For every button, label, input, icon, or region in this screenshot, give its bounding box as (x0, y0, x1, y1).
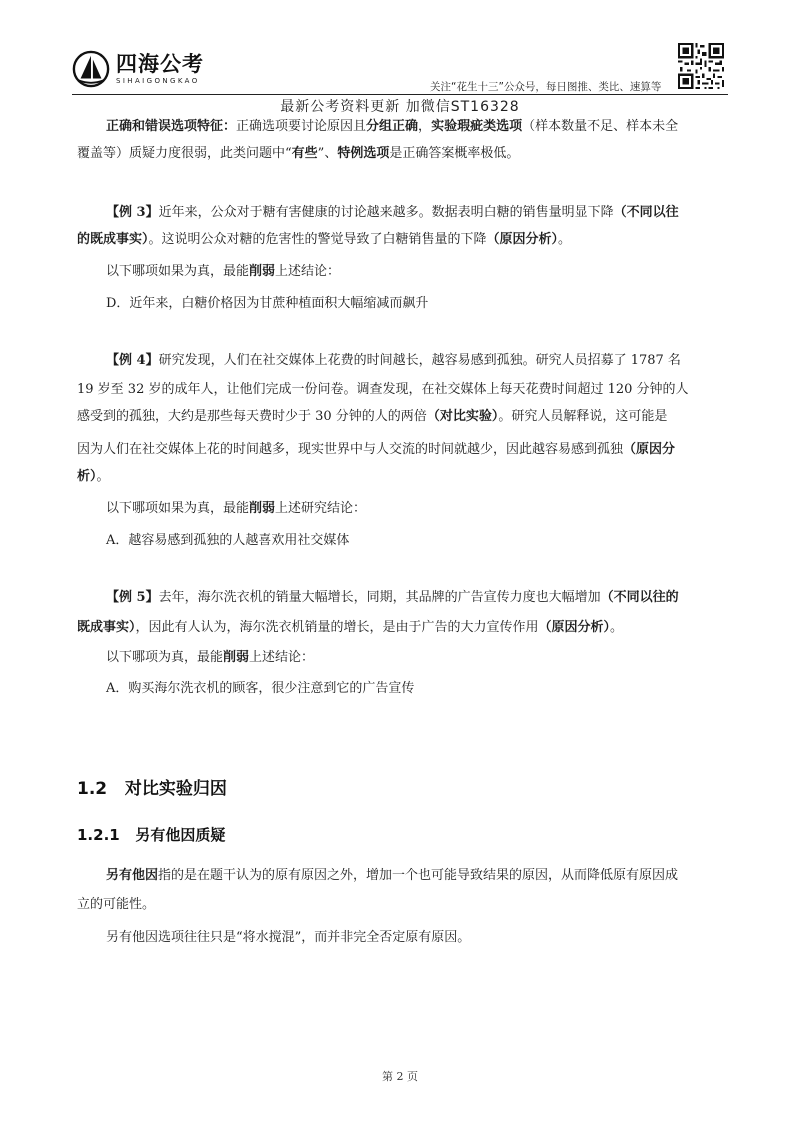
definition-term: 另有他因 (106, 868, 159, 883)
example-text: 研究发现，人们在社交媒体上花费的时间越长，越容易感到孤独。研究人员招募了 1787 名 (158, 353, 681, 368)
example-4-line-1 (106, 351, 726, 371)
example-annotation: （不同以往 (613, 205, 679, 220)
brand-logo (72, 50, 204, 88)
example-4-question (106, 499, 726, 519)
example-text: 。这说明公众对糖的危害性的警觉导致了白糖销售量的下降 (148, 232, 487, 247)
intro-bold: 有些 (291, 146, 318, 161)
example-4-line-4 (77, 440, 727, 460)
example-4-option: A．越容易感到孤独的人越喜欢用社交媒体 (106, 533, 350, 548)
question-keyword: 削弱 (249, 501, 276, 516)
qr-code-icon (678, 43, 724, 89)
example-text: 因为人们在社交媒体上花的时间越多，现实世界中与人交流的时间就越少，因此越容易感到孤独 (77, 442, 624, 457)
intro-label: 正确和错误选项特征： (106, 119, 237, 134)
example-text: 去年，海尔洗衣机的销量大幅增长，同期，其品牌的广告宣传力度也大幅增加 (158, 590, 601, 605)
sailboat-logo-icon (72, 50, 110, 88)
example-3-question (106, 262, 726, 282)
definition-line-2: 立的可能性。 (77, 897, 156, 912)
intro-text: ， (418, 119, 432, 134)
subsection-heading (77, 824, 225, 845)
question-keyword: 削弱 (223, 650, 250, 665)
example-annotation: （对比实验） (426, 409, 499, 424)
question-text: 上述研究结论： (275, 501, 367, 516)
intro-text: 覆盖等）质疑力度很弱，此类问题中“ (77, 146, 292, 161)
example-annotation: （原因分析） (538, 620, 611, 635)
page-number: 第 2 页 (382, 1070, 418, 1083)
definition-line-1 (106, 866, 726, 886)
example-annotation: （原因分 (623, 442, 676, 457)
question-text: 上述结论： (275, 264, 341, 279)
note-paragraph: 另有他因选项往往只是“将水搅混”，而并非完全否定原有原因。 (106, 930, 471, 945)
example-text: 近年来，公众对于糖有害健康的讨论越来越多。数据表明白糖的销售量明显下降 (158, 205, 614, 220)
example-5-line-1 (106, 588, 726, 608)
example-3-line-2 (77, 230, 727, 250)
logo-name: 四海公考 (116, 51, 204, 76)
intro-bold: 特例选项 (337, 146, 390, 161)
example-5-option: A．购买海尔洗衣机的顾客，很少注意到它的广告宣传 (106, 681, 415, 696)
example-annotation: 既成事实） (77, 620, 136, 635)
example-text: ，因此有人认为，海尔洗衣机销量的增长，是由于广告的大力宣传作用 (135, 620, 539, 635)
page-header (0, 0, 800, 120)
logo-subtitle: SIHAIGONGKAO (116, 76, 200, 85)
definition-text: 指的是在题干认为的原有原因之外，增加一个也可能导致结果的原因，从而降低原有原因成 (158, 868, 679, 883)
example-text: 。 (610, 620, 624, 635)
example-text: 感受到的孤独，大约是那些每天费时少于 30 分钟的人的两倍 (77, 409, 427, 424)
question-keyword: 削弱 (249, 264, 276, 279)
intro-text: ”、 (317, 146, 338, 161)
example-tag: 【例 5】 (106, 590, 159, 605)
question-text: 以下哪项为真，最能 (106, 650, 224, 665)
section-heading (77, 774, 227, 799)
intro-text: 是正确答案概率极低。 (389, 146, 520, 161)
intro-bold: 实验瑕疵类选项 (431, 119, 523, 134)
question-text: 上述结论： (249, 650, 315, 665)
section-number: 1.2 (77, 779, 108, 799)
example-annotation: （原因分析） (486, 232, 559, 247)
example-4-line-2: 19 岁至 32 岁的成年人，让他们完成一份问卷。调查发现，在社交媒体上每天花费时间超过 120 分钟的人 (77, 382, 689, 397)
intro-paragraph-line2 (77, 144, 727, 164)
example-tag: 【例 4】 (106, 353, 159, 368)
example-4-line-5 (77, 467, 727, 487)
question-text: 以下哪项如果为真，最能 (106, 264, 250, 279)
question-text: 以下哪项如果为真，最能 (106, 501, 250, 516)
example-text: 。研究人员解释说，这可能是 (498, 409, 668, 424)
example-4-line-3 (77, 407, 727, 427)
intro-text: 正确选项要讨论原因且 (236, 119, 367, 134)
example-5-line-2 (77, 618, 727, 638)
subsection-number: 1.2.1 (77, 826, 120, 844)
section-title: 对比实验归因 (124, 779, 227, 799)
example-3-line-1 (106, 203, 726, 223)
header-slogan: 关注“花生十三”公众号，每日图推、类比、速算等 (430, 81, 662, 93)
example-annotation: 的既成事实） (77, 232, 149, 247)
example-3-option: D．近年来，白糖价格因为甘蔗种植面积大幅缩减而飙升 (106, 296, 429, 311)
header-divider (72, 94, 728, 95)
intro-bold: 分组正确 (366, 119, 419, 134)
subsection-title: 另有他因质疑 (135, 826, 226, 844)
example-annotation: （不同以往的 (600, 590, 679, 605)
example-tag: 【例 3】 (106, 205, 159, 220)
intro-paragraph (106, 117, 726, 137)
example-text: 。 (96, 469, 110, 484)
example-5-question (106, 648, 726, 668)
watermark-text: 最新公考资料更新 加微信ST16328 (280, 99, 520, 115)
intro-text: （样本数量不足、样本未全 (522, 119, 679, 134)
example-annotation: 析） (77, 469, 97, 484)
example-text: 。 (558, 232, 572, 247)
